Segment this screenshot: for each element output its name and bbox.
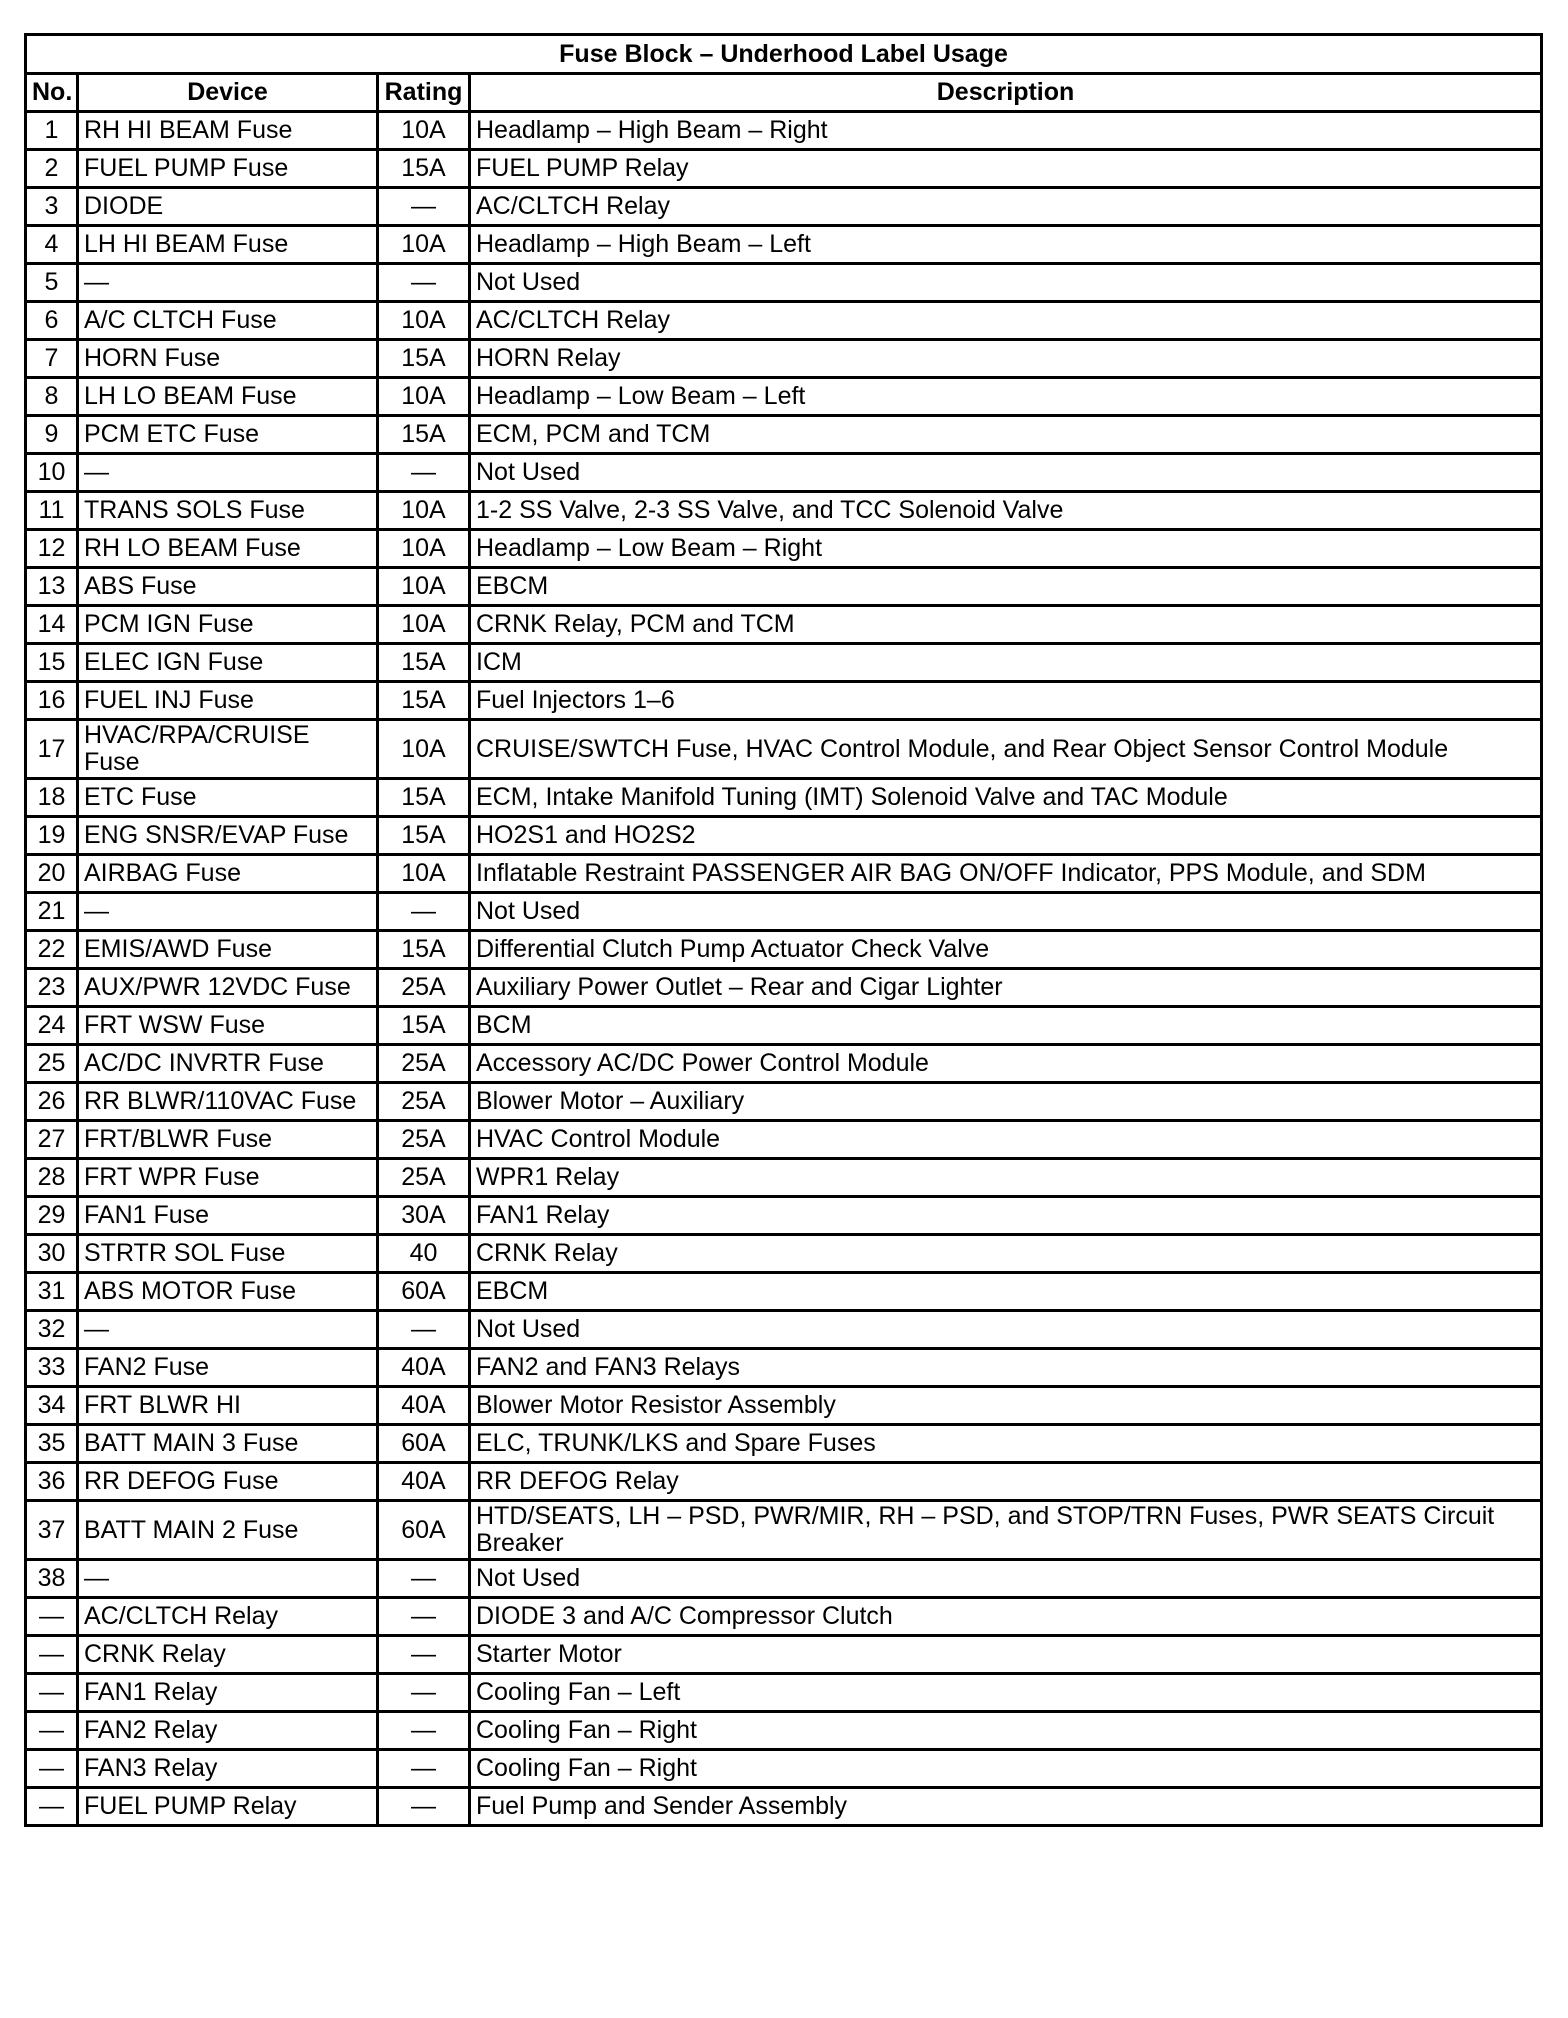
fuse-number-cell: — (26, 1674, 78, 1712)
description-cell: Not Used (470, 893, 1542, 931)
description-cell: ECM, PCM and TCM (470, 416, 1542, 454)
device-cell: HVAC/RPA/CRUISE Fuse (78, 720, 378, 779)
rating-cell: — (378, 1674, 470, 1712)
table-row (26, 454, 1542, 492)
table-row (26, 416, 1542, 454)
rating-cell: 25A (378, 1045, 470, 1083)
fuse-number-cell: 34 (26, 1387, 78, 1425)
fuse-number-cell: 38 (26, 1560, 78, 1598)
rating-cell: — (378, 1750, 470, 1788)
description-cell: EBCM (470, 1273, 1542, 1311)
table-row (26, 1159, 1542, 1197)
rating-cell: 15A (378, 931, 470, 969)
description-cell: Not Used (470, 454, 1542, 492)
description-cell: Headlamp – High Beam – Right (470, 112, 1542, 150)
table-row (26, 1560, 1542, 1598)
rating-cell: — (378, 1788, 470, 1826)
description-cell: ECM, Intake Manifold Tuning (IMT) Solenoid Valve and TAC Module (470, 779, 1542, 817)
description-cell: ICM (470, 644, 1542, 682)
table-row (26, 1235, 1542, 1273)
table-row (26, 112, 1542, 150)
rating-cell: 25A (378, 969, 470, 1007)
device-cell: AC/CLTCH Relay (78, 1598, 378, 1636)
description-cell: DIODE 3 and A/C Compressor Clutch (470, 1598, 1542, 1636)
description-cell: Blower Motor – Auxiliary (470, 1083, 1542, 1121)
table-row (26, 1501, 1542, 1560)
device-cell: DIODE (78, 188, 378, 226)
fuse-number-cell: 7 (26, 340, 78, 378)
fuse-number-cell: 6 (26, 302, 78, 340)
fuse-number-cell: 5 (26, 264, 78, 302)
table-row (26, 931, 1542, 969)
description-cell: Inflatable Restraint PASSENGER AIR BAG ON/OFF Indicator, PPS Module, and SDM (470, 855, 1542, 893)
fuse-number-cell: 10 (26, 454, 78, 492)
description-cell: Cooling Fan – Right (470, 1750, 1542, 1788)
fuse-number-cell: 4 (26, 226, 78, 264)
rating-cell: 10A (378, 855, 470, 893)
description-cell: Blower Motor Resistor Assembly (470, 1387, 1542, 1425)
device-cell: FAN1 Relay (78, 1674, 378, 1712)
header-row (26, 74, 1542, 112)
fuse-number-cell: 32 (26, 1311, 78, 1349)
device-cell: FUEL PUMP Relay (78, 1788, 378, 1826)
device-cell: A/C CLTCH Fuse (78, 302, 378, 340)
device-cell: EMIS/AWD Fuse (78, 931, 378, 969)
rating-cell: 25A (378, 1121, 470, 1159)
table-row (26, 606, 1542, 644)
description-cell: Fuel Injectors 1–6 (470, 682, 1542, 720)
description-cell: HTD/SEATS, LH – PSD, PWR/MIR, RH – PSD, and STOP/TRN Fuses, PWR SEATS Circuit Breaker (470, 1501, 1542, 1560)
description-cell: FUEL PUMP Relay (470, 150, 1542, 188)
device-cell: FAN2 Fuse (78, 1349, 378, 1387)
fuse-number-cell: 9 (26, 416, 78, 454)
table-row (26, 1045, 1542, 1083)
device-cell: FRT WPR Fuse (78, 1159, 378, 1197)
device-cell: STRTR SOL Fuse (78, 1235, 378, 1273)
column-header-no: No. (26, 74, 78, 112)
rating-cell: 15A (378, 150, 470, 188)
device-cell: — (78, 1311, 378, 1349)
table-row (26, 378, 1542, 416)
table-row (26, 188, 1542, 226)
table-body (26, 112, 1542, 1826)
rating-cell: 15A (378, 340, 470, 378)
rating-cell: 60A (378, 1425, 470, 1463)
fuse-number-cell: 19 (26, 817, 78, 855)
table-row (26, 1121, 1542, 1159)
device-cell: ETC Fuse (78, 779, 378, 817)
fuse-number-cell: 13 (26, 568, 78, 606)
rating-cell: — (378, 1560, 470, 1598)
device-cell: ABS Fuse (78, 568, 378, 606)
description-cell: Fuel Pump and Sender Assembly (470, 1788, 1542, 1826)
description-cell: CRNK Relay, PCM and TCM (470, 606, 1542, 644)
rating-cell: 40A (378, 1387, 470, 1425)
device-cell: AC/DC INVRTR Fuse (78, 1045, 378, 1083)
table-row (26, 1349, 1542, 1387)
fuse-number-cell: 37 (26, 1501, 78, 1560)
fuse-number-cell: 23 (26, 969, 78, 1007)
rating-cell: 25A (378, 1083, 470, 1121)
description-cell: AC/CLTCH Relay (470, 302, 1542, 340)
description-cell: EBCM (470, 568, 1542, 606)
table-row (26, 779, 1542, 817)
rating-cell: — (378, 1636, 470, 1674)
fuse-number-cell: 33 (26, 1349, 78, 1387)
rating-cell: 10A (378, 378, 470, 416)
fuse-number-cell: 35 (26, 1425, 78, 1463)
table-row (26, 1750, 1542, 1788)
fuse-number-cell: 18 (26, 779, 78, 817)
device-cell: LH LO BEAM Fuse (78, 378, 378, 416)
description-cell: CRNK Relay (470, 1235, 1542, 1273)
description-cell: HORN Relay (470, 340, 1542, 378)
device-cell: PCM ETC Fuse (78, 416, 378, 454)
rating-cell: 10A (378, 302, 470, 340)
table-row (26, 150, 1542, 188)
description-cell: Headlamp – Low Beam – Right (470, 530, 1542, 568)
device-cell: RH LO BEAM Fuse (78, 530, 378, 568)
table-row (26, 1788, 1542, 1826)
rating-cell: 15A (378, 1007, 470, 1045)
fuse-number-cell: 11 (26, 492, 78, 530)
table-row (26, 340, 1542, 378)
rating-cell: — (378, 1311, 470, 1349)
rating-cell: 10A (378, 530, 470, 568)
device-cell: LH HI BEAM Fuse (78, 226, 378, 264)
fuse-number-cell: 14 (26, 606, 78, 644)
table-row (26, 1463, 1542, 1501)
table-row (26, 817, 1542, 855)
table-title: Fuse Block – Underhood Label Usage (26, 35, 1542, 74)
fuse-number-cell: 15 (26, 644, 78, 682)
fuse-number-cell: 22 (26, 931, 78, 969)
description-cell: FAN2 and FAN3 Relays (470, 1349, 1542, 1387)
table-row (26, 1197, 1542, 1235)
table-row (26, 855, 1542, 893)
table-row (26, 1007, 1542, 1045)
rating-cell: 10A (378, 112, 470, 150)
description-cell: Auxiliary Power Outlet – Rear and Cigar Lighter (470, 969, 1542, 1007)
column-header-rating: Rating (378, 74, 470, 112)
description-cell: ELC, TRUNK/LKS and Spare Fuses (470, 1425, 1542, 1463)
rating-cell: 10A (378, 226, 470, 264)
description-cell: CRUISE/SWTCH Fuse, HVAC Control Module, and Rear Object Sensor Control Module (470, 720, 1542, 779)
table-row (26, 530, 1542, 568)
rating-cell: 10A (378, 606, 470, 644)
table-caption-row (26, 35, 1542, 74)
rating-cell: 60A (378, 1273, 470, 1311)
table-row (26, 893, 1542, 931)
fuse-number-cell: 29 (26, 1197, 78, 1235)
device-cell: ELEC IGN Fuse (78, 644, 378, 682)
device-cell: ABS MOTOR Fuse (78, 1273, 378, 1311)
device-cell: FAN1 Fuse (78, 1197, 378, 1235)
fuse-number-cell: 1 (26, 112, 78, 150)
column-header-description: Description (470, 74, 1542, 112)
fuse-number-cell: 21 (26, 893, 78, 931)
rating-cell: 40 (378, 1235, 470, 1273)
table-row (26, 1387, 1542, 1425)
rating-cell: 15A (378, 682, 470, 720)
table-row (26, 302, 1542, 340)
fuse-number-cell: 24 (26, 1007, 78, 1045)
device-cell: FUEL INJ Fuse (78, 682, 378, 720)
device-cell: AUX/PWR 12VDC Fuse (78, 969, 378, 1007)
description-cell: Cooling Fan – Right (470, 1712, 1542, 1750)
table-row (26, 644, 1542, 682)
description-cell: Headlamp – Low Beam – Left (470, 378, 1542, 416)
rating-cell: 15A (378, 817, 470, 855)
table-row (26, 568, 1542, 606)
device-cell: FAN2 Relay (78, 1712, 378, 1750)
description-cell: HVAC Control Module (470, 1121, 1542, 1159)
device-cell: — (78, 893, 378, 931)
description-cell: Accessory AC/DC Power Control Module (470, 1045, 1542, 1083)
table-row (26, 1425, 1542, 1463)
device-cell: FAN3 Relay (78, 1750, 378, 1788)
description-cell: RR DEFOG Relay (470, 1463, 1542, 1501)
device-cell: RR DEFOG Fuse (78, 1463, 378, 1501)
column-header-device: Device (78, 74, 378, 112)
device-cell: FRT/BLWR Fuse (78, 1121, 378, 1159)
device-cell: BATT MAIN 2 Fuse (78, 1501, 378, 1560)
table-row (26, 969, 1542, 1007)
fuse-number-cell: — (26, 1636, 78, 1674)
device-cell: FRT WSW Fuse (78, 1007, 378, 1045)
rating-cell: 40A (378, 1463, 470, 1501)
device-cell: CRNK Relay (78, 1636, 378, 1674)
fuse-number-cell: 2 (26, 150, 78, 188)
rating-cell: — (378, 893, 470, 931)
device-cell: RR BLWR/110VAC Fuse (78, 1083, 378, 1121)
rating-cell: 10A (378, 720, 470, 779)
fuse-number-cell: 28 (26, 1159, 78, 1197)
rating-cell: — (378, 188, 470, 226)
rating-cell: 15A (378, 416, 470, 454)
fuse-number-cell: 26 (26, 1083, 78, 1121)
fuse-number-cell: 17 (26, 720, 78, 779)
device-cell: FRT BLWR HI (78, 1387, 378, 1425)
fuse-usage-table (24, 33, 1543, 1827)
table-row (26, 720, 1542, 779)
description-cell: Not Used (470, 1560, 1542, 1598)
table-row (26, 226, 1542, 264)
device-cell: — (78, 454, 378, 492)
fuse-number-cell: 30 (26, 1235, 78, 1273)
fuse-number-cell: 3 (26, 188, 78, 226)
rating-cell: — (378, 1598, 470, 1636)
rating-cell: 25A (378, 1159, 470, 1197)
rating-cell: — (378, 1712, 470, 1750)
description-cell: FAN1 Relay (470, 1197, 1542, 1235)
rating-cell: — (378, 454, 470, 492)
table-row (26, 1598, 1542, 1636)
fuse-number-cell: 12 (26, 530, 78, 568)
table-row (26, 1273, 1542, 1311)
rating-cell: 10A (378, 492, 470, 530)
fuse-number-cell: 27 (26, 1121, 78, 1159)
device-cell: HORN Fuse (78, 340, 378, 378)
table-row (26, 1083, 1542, 1121)
fuse-number-cell: — (26, 1712, 78, 1750)
fuse-number-cell: 25 (26, 1045, 78, 1083)
rating-cell: 40A (378, 1349, 470, 1387)
description-cell: WPR1 Relay (470, 1159, 1542, 1197)
fuse-number-cell: 36 (26, 1463, 78, 1501)
description-cell: Not Used (470, 264, 1542, 302)
table-row (26, 1636, 1542, 1674)
description-cell: Starter Motor (470, 1636, 1542, 1674)
device-cell: BATT MAIN 3 Fuse (78, 1425, 378, 1463)
rating-cell: 10A (378, 568, 470, 606)
device-cell: — (78, 1560, 378, 1598)
description-cell: Differential Clutch Pump Actuator Check Valve (470, 931, 1542, 969)
table-row (26, 682, 1542, 720)
table-row (26, 1311, 1542, 1349)
description-cell: Cooling Fan – Left (470, 1674, 1542, 1712)
table-row (26, 264, 1542, 302)
fuse-number-cell: 20 (26, 855, 78, 893)
rating-cell: 15A (378, 644, 470, 682)
rating-cell: — (378, 264, 470, 302)
table-row (26, 492, 1542, 530)
fuse-number-cell: — (26, 1598, 78, 1636)
device-cell: RH HI BEAM Fuse (78, 112, 378, 150)
fuse-number-cell: 8 (26, 378, 78, 416)
rating-cell: 60A (378, 1501, 470, 1560)
rating-cell: 15A (378, 779, 470, 817)
fuse-number-cell: — (26, 1788, 78, 1826)
device-cell: ENG SNSR/EVAP Fuse (78, 817, 378, 855)
device-cell: TRANS SOLS Fuse (78, 492, 378, 530)
description-cell: 1-2 SS Valve, 2-3 SS Valve, and TCC Solenoid Valve (470, 492, 1542, 530)
device-cell: AIRBAG Fuse (78, 855, 378, 893)
description-cell: BCM (470, 1007, 1542, 1045)
fuse-number-cell: — (26, 1750, 78, 1788)
device-cell: PCM IGN Fuse (78, 606, 378, 644)
table-row (26, 1674, 1542, 1712)
device-cell: FUEL PUMP Fuse (78, 150, 378, 188)
description-cell: HO2S1 and HO2S2 (470, 817, 1542, 855)
fuse-number-cell: 16 (26, 682, 78, 720)
rating-cell: 30A (378, 1197, 470, 1235)
description-cell: AC/CLTCH Relay (470, 188, 1542, 226)
description-cell: Headlamp – High Beam – Left (470, 226, 1542, 264)
device-cell: — (78, 264, 378, 302)
table-row (26, 1712, 1542, 1750)
description-cell: Not Used (470, 1311, 1542, 1349)
fuse-number-cell: 31 (26, 1273, 78, 1311)
